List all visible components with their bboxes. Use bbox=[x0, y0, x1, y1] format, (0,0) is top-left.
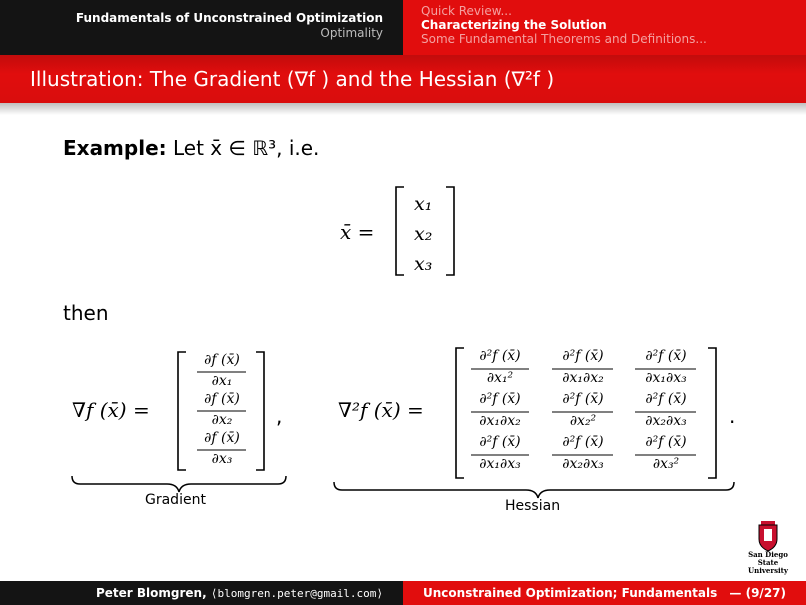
footer-author-line bbox=[96, 586, 383, 600]
gradient-num-2: ∂f (x̄) bbox=[204, 391, 240, 407]
hessian-num-12: ∂²f (x̄) bbox=[562, 348, 604, 364]
hessian-num-33: ∂²f (x̄) bbox=[645, 434, 687, 450]
hessian-den-22: ∂x₂² bbox=[569, 413, 597, 429]
hessian-label: Hessian bbox=[505, 498, 561, 514]
hessian-underbrace bbox=[334, 482, 734, 498]
hessian-right-bracket bbox=[708, 348, 716, 478]
header-presentation-title[interactable]: Fundamentals of Unconstrained Optimization bbox=[75, 11, 383, 25]
slide-title: Illustration: The Gradient (∇f ) and the Hessian (∇²f ) bbox=[30, 67, 555, 91]
nav-item-theorems[interactable]: Some Fundamental Theorems and Definitions... bbox=[421, 32, 707, 46]
vector-left-bracket bbox=[396, 187, 404, 275]
nav-item-quick-review[interactable]: Quick Review... bbox=[421, 4, 512, 18]
footer-page-number[interactable]: — (9/27) bbox=[729, 586, 786, 600]
gradient-label: Gradient bbox=[145, 492, 206, 508]
hessian-den-33: ∂x₃² bbox=[652, 456, 680, 472]
gradient-num-1: ∂f (x̄) bbox=[204, 352, 240, 368]
hessian-num-22: ∂²f (x̄) bbox=[562, 391, 604, 407]
sdsu-shield-icon bbox=[738, 519, 798, 553]
hessian-den-31: ∂x₁∂x₃ bbox=[479, 456, 521, 472]
footer-course[interactable]: Unconstrained Optimization; Fundamentals bbox=[423, 586, 718, 600]
vector-lhs: x̄ = bbox=[340, 220, 375, 244]
sdsu-logo-line1: San Diego State bbox=[748, 550, 788, 567]
sdsu-logo bbox=[738, 519, 798, 575]
gradient-den-1: ∂x₁ bbox=[211, 373, 233, 389]
example-label: Example: bbox=[63, 136, 167, 160]
hessian-num-32: ∂²f (x̄) bbox=[562, 434, 604, 450]
hessian-den-23: ∂x₂∂x₃ bbox=[645, 413, 687, 429]
sdsu-logo-text bbox=[738, 551, 798, 575]
example-text: Let x̄ ∈ ℝ³, i.e. bbox=[173, 136, 320, 160]
then-text: then bbox=[63, 301, 109, 325]
sdsu-logo-line2: University bbox=[748, 566, 788, 575]
hessian-den-13: ∂x₁∂x₃ bbox=[645, 370, 687, 386]
vector-entry-3: x₃ bbox=[414, 253, 433, 275]
vector-entry-2: x₂ bbox=[414, 223, 433, 245]
gradient-left-bracket bbox=[178, 352, 186, 470]
vector-right-bracket bbox=[446, 187, 454, 275]
footer-email[interactable]: ⟨blomgren.peter@gmail.com⟩ bbox=[210, 587, 384, 600]
hessian-period: . bbox=[729, 404, 736, 428]
gradient-right-bracket bbox=[256, 352, 264, 470]
hessian-num-31: ∂²f (x̄) bbox=[479, 434, 521, 450]
footer-author[interactable]: Peter Blomgren, bbox=[96, 586, 207, 600]
hessian-num-21: ∂²f (x̄) bbox=[479, 391, 521, 407]
hessian-den-32: ∂x₂∂x₃ bbox=[562, 456, 604, 472]
gradient-den-3: ∂x₃ bbox=[211, 451, 233, 467]
footer-left-panel bbox=[0, 581, 403, 605]
gradient-den-2: ∂x₂ bbox=[211, 412, 233, 428]
hessian-lhs: ∇²f (x̄) = bbox=[338, 398, 424, 422]
hessian-left-bracket bbox=[456, 348, 464, 478]
vector-entry-1: x₁ bbox=[414, 193, 433, 215]
gradient-comma: , bbox=[276, 404, 283, 428]
gradient-underbrace bbox=[72, 476, 286, 492]
hessian-den-12: ∂x₁∂x₂ bbox=[562, 370, 604, 386]
hessian-den-21: ∂x₁∂x₂ bbox=[479, 413, 521, 429]
hessian-num-13: ∂²f (x̄) bbox=[645, 348, 687, 364]
hessian-num-11: ∂²f (x̄) bbox=[479, 348, 521, 364]
gradient-lhs: ∇f (x̄) = bbox=[72, 398, 150, 422]
nav-item-characterizing[interactable]: Characterizing the Solution bbox=[421, 18, 607, 32]
hessian-den-11: ∂x₁² bbox=[486, 370, 514, 386]
header-section-title[interactable]: Optimality bbox=[320, 26, 383, 40]
gradient-num-3: ∂f (x̄) bbox=[204, 430, 240, 446]
hessian-num-23: ∂²f (x̄) bbox=[645, 391, 687, 407]
footer-right-panel bbox=[403, 581, 806, 605]
